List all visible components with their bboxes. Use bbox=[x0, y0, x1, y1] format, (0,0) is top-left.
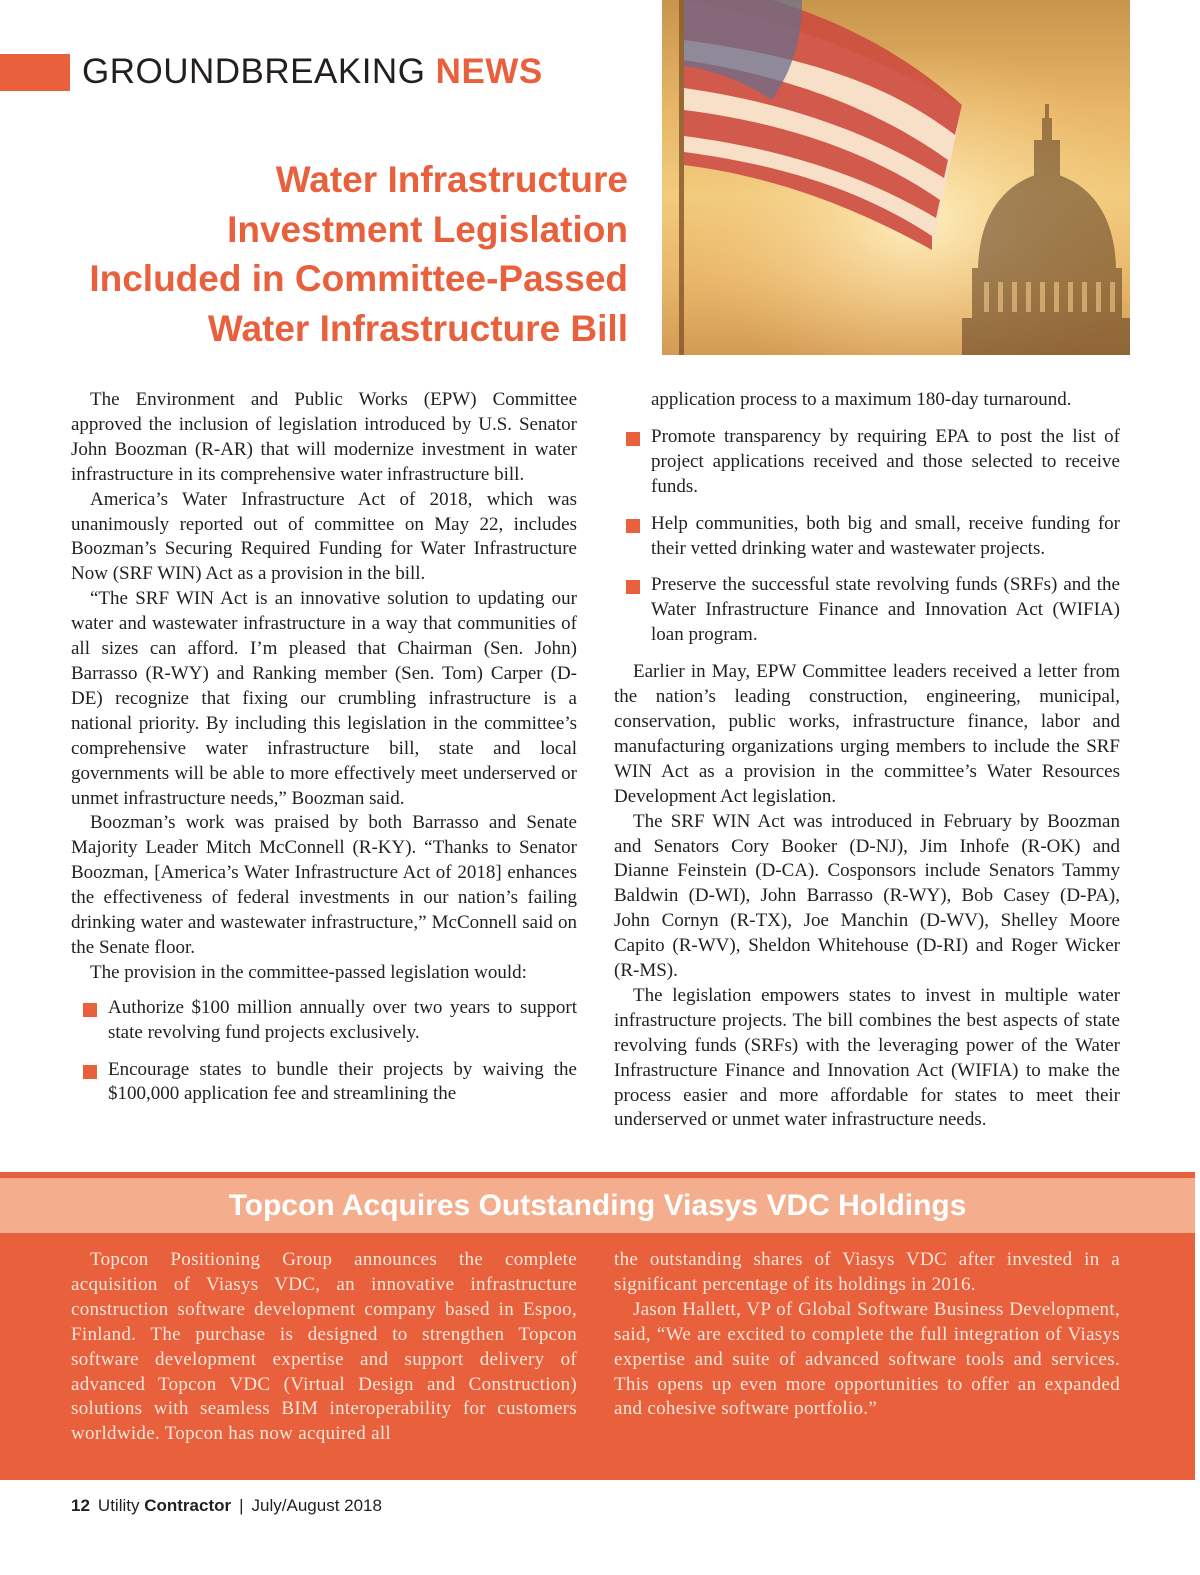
headline-line: Water Infrastructure bbox=[275, 159, 628, 200]
sidebar-column-left bbox=[71, 1248, 577, 1447]
bullet-item: Preserve the successful state revolving funds (SRFs) and the Water Infrastructure Finance and Innovation Act (WIFIA) loan program. bbox=[614, 573, 1120, 648]
publication-name-part2: Contractor bbox=[144, 1496, 232, 1515]
article-paragraph: Boozman’s work was praised by both Barrasso and Senate Majority Leader Mitch McConnell (R-KY). “Thanks to Senator Boozman, [America’s Water Infrastructure Act of 2018] enhances the effectiveness of federal investments in our nation’s failing drinking water and wastewater infrastructure,” McConnell said on the Senate floor. bbox=[71, 812, 577, 958]
bullet-item: Authorize $100 million annually over two years to support state revolving fund projects exclusively. bbox=[71, 996, 577, 1046]
flag-capitol-illustration bbox=[662, 0, 1130, 355]
footer-separator: | bbox=[239, 1496, 244, 1515]
section-label bbox=[82, 52, 543, 92]
section-accent-bar bbox=[0, 54, 70, 91]
provision-bullet-list-continued bbox=[614, 425, 1120, 648]
sidebar-paragraph: the outstanding shares of Viasys VDC after invested in a significant percentage of its holdings in 2016. bbox=[614, 1249, 1120, 1295]
article-paragraph: The SRF WIN Act was introduced in February by Boozman and Senators Cory Booker (D-NJ), Jim Inhofe (R-OK) and Dianne Feinstein (D-CA). Cosponsors include Senators Tammy Baldwin (D-WI), John Barrasso (R-WY), Bob Casey (D-PA), John Cornyn (R-TX), Joe Manchin (D-WV), Shelley Moore Capito (R-WV), Sheldon Whitehouse (D-RI) and Roger Wicker (R-MS). bbox=[614, 810, 1120, 982]
bullet-item: Encourage states to bundle their projects by waiving the $100,000 application fee and streamlining the bbox=[71, 1058, 577, 1108]
section-label-word1: GROUNDBREAKING bbox=[82, 52, 426, 91]
sidebar-paragraph: Topcon Positioning Group announces the complete acquisition of Viasys VDC, an innovative infrastructure construction software development company based in Espoo, Finland. The purchase is designed to strengthen Topcon software development expertise and support delivery of advanced Topcon VDC (Virtual Design and Construction) solutions with seamless BIM interoperability for customers worldwide. Topcon has now acquired all bbox=[71, 1249, 577, 1445]
publication-name-part1: Utility bbox=[97, 1496, 140, 1515]
article-paragraph: Earlier in May, EPW Committee leaders received a letter from the nation’s leading construction, engineering, municipal, conservation, public works, infrastructure finance, labor and manufacturing organizations urging members to include the SRF WIN Act as a provision in the committee’s Water Resources Development Act legislation. bbox=[614, 661, 1120, 807]
provision-bullet-list bbox=[71, 996, 577, 1108]
sidebar-title: Topcon Acquires Outstanding Viasys VDC Holdings bbox=[0, 1178, 1195, 1233]
bullet-continuation: application process to a maximum 180-day turnaround. bbox=[651, 389, 1072, 410]
hero-image-flag-capitol bbox=[662, 0, 1130, 355]
article-column-right bbox=[614, 388, 1120, 1133]
article-paragraph: The provision in the committee-passed legislation would: bbox=[90, 961, 527, 983]
bullet-item: Help communities, both big and small, receive funding for their vetted drinking water and wastewater projects. bbox=[614, 512, 1120, 562]
article-paragraph: The Environment and Public Works (EPW) Committee approved the inclusion of legislation introduced by U.S. Senator John Boozman (R-AR) that will modernize investment in water infrastructure in its comprehensive water infrastructure bill. bbox=[71, 389, 577, 485]
article-paragraph: America’s Water Infrastructure Act of 2018, which was unanimously reported out of committee on May 22, includes Boozman’s Securing Required Funding for Water Infrastructure Now (SRF WIN) Act as a provision in the bill. bbox=[71, 488, 577, 585]
headline-line: Water Infrastructure Bill bbox=[207, 307, 628, 349]
article-paragraph: The legislation empowers states to invest in multiple water infrastructure projects. The bill combines the best aspects of state revolving funds (SRFs) with the leveraging power of the Water Infrastructure Finance and Innovation Act (WIFIA) to make the process easier and more affordable for states to meet their underserved or unmet water infrastructure needs. bbox=[614, 984, 1120, 1131]
issue-date: July/August 2018 bbox=[251, 1496, 382, 1515]
article-column-left bbox=[71, 388, 577, 1119]
page-number: 12 bbox=[71, 1496, 90, 1515]
headline-line: Included in Committee-Passed bbox=[89, 258, 628, 299]
article-headline bbox=[40, 155, 628, 353]
sidebar-paragraph: Jason Hallett, VP of Global Software Business Development, said, “We are excited to complete the full integration of Viasys expertise and suite of advanced software tools and services. This opens up even more opportunities to offer an expanded and cohesive software portfolio.” bbox=[614, 1298, 1120, 1420]
section-label-word2: NEWS bbox=[435, 52, 543, 91]
bullet-item: Promote transparency by requiring EPA to post the list of project applications received and those selected to receive funds. bbox=[614, 425, 1120, 500]
headline-line: Investment Legislation bbox=[227, 208, 628, 250]
page-footer bbox=[71, 1495, 382, 1517]
article-paragraph: “The SRF WIN Act is an innovative solution to updating our water and wastewater infrastructure in a way that communities of all sizes can afford. I’m pleased that Chairman (Sen. John) Barrasso (R-WY) and Ranking member (Sen. Tom) Carper (D-DE) recognize that fixing our crumbling infrastructure is a national priority. By including this legislation in the committee’s comprehensive water infrastructure bill, state and local governments will be able to more effectively meet underserved or unmet infrastructure needs,” Boozman said. bbox=[71, 588, 577, 809]
sidebar-column-right bbox=[614, 1248, 1120, 1422]
